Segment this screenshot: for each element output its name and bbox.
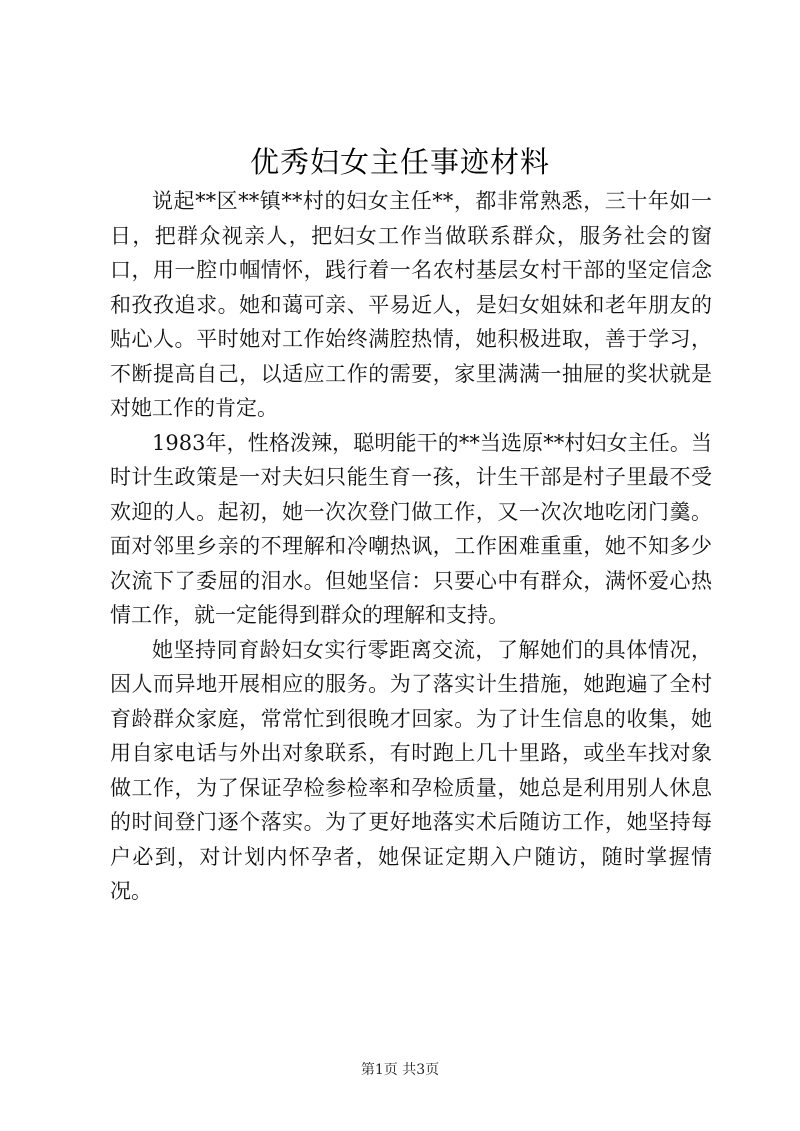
paragraph-2: 1983年，性格泼辣，聪明能干的**当选原**村妇女主任。当时计生政策是一对夫妇只能生育一孩，计生干部是村子里最不受欢迎的人。起初，她一次次登门做工作，又一次次地吃闭门羹。面对邻里乡亲的不理解和冷嘲热讽，工作困难重重，她不知多少次流下了委屈的泪水。但她坚信：只要心中有群众，满怀爱心热情工作，就一定能得到群众的理解和支持。 xyxy=(110,430,712,627)
document-body xyxy=(110,184,712,909)
paragraph-3: 她坚持同育龄妇女实行零距离交流，了解她们的具体情况，因人而异地开展相应的服务。为了落实计生措施，她跑遍了全村育龄群众家庭，常常忙到很晚才回家。为了计生信息的收集，她用自家电话与外出对象联系，有时跑上几十里路，或坐车找对象做工作，为了保证孕检参检率和孕检质量，她总是利用别人休息的时间登门逐个落实。为了更好地落实术后随访工作，她坚持每户必到，对计划内怀孕者，她保证定期入户随访，随时掌握情况。 xyxy=(110,637,712,903)
paragraph-1: 说起**区**镇**村的妇女主任**，都非常熟悉，三十年如一日，把群众视亲人，把妇女工作当做联系群众，服务社会的窗口，用一腔巾帼情怀，践行着一名农村基层女村干部的坚定信念和孜孜追求。她和蔼可亲、平易近人，是妇女姐妹和老年朋友的贴心人。平时她对工作始终满腔热情，她积极进取，善于学习，不断提高自己，以适应工作的需要，家里满满一抽屉的奖状就是对她工作的肯定。 xyxy=(110,189,712,420)
document-title: 优秀妇女主任事迹材料 xyxy=(249,145,550,179)
page-footer: 第1页 共3页 xyxy=(360,1062,440,1078)
